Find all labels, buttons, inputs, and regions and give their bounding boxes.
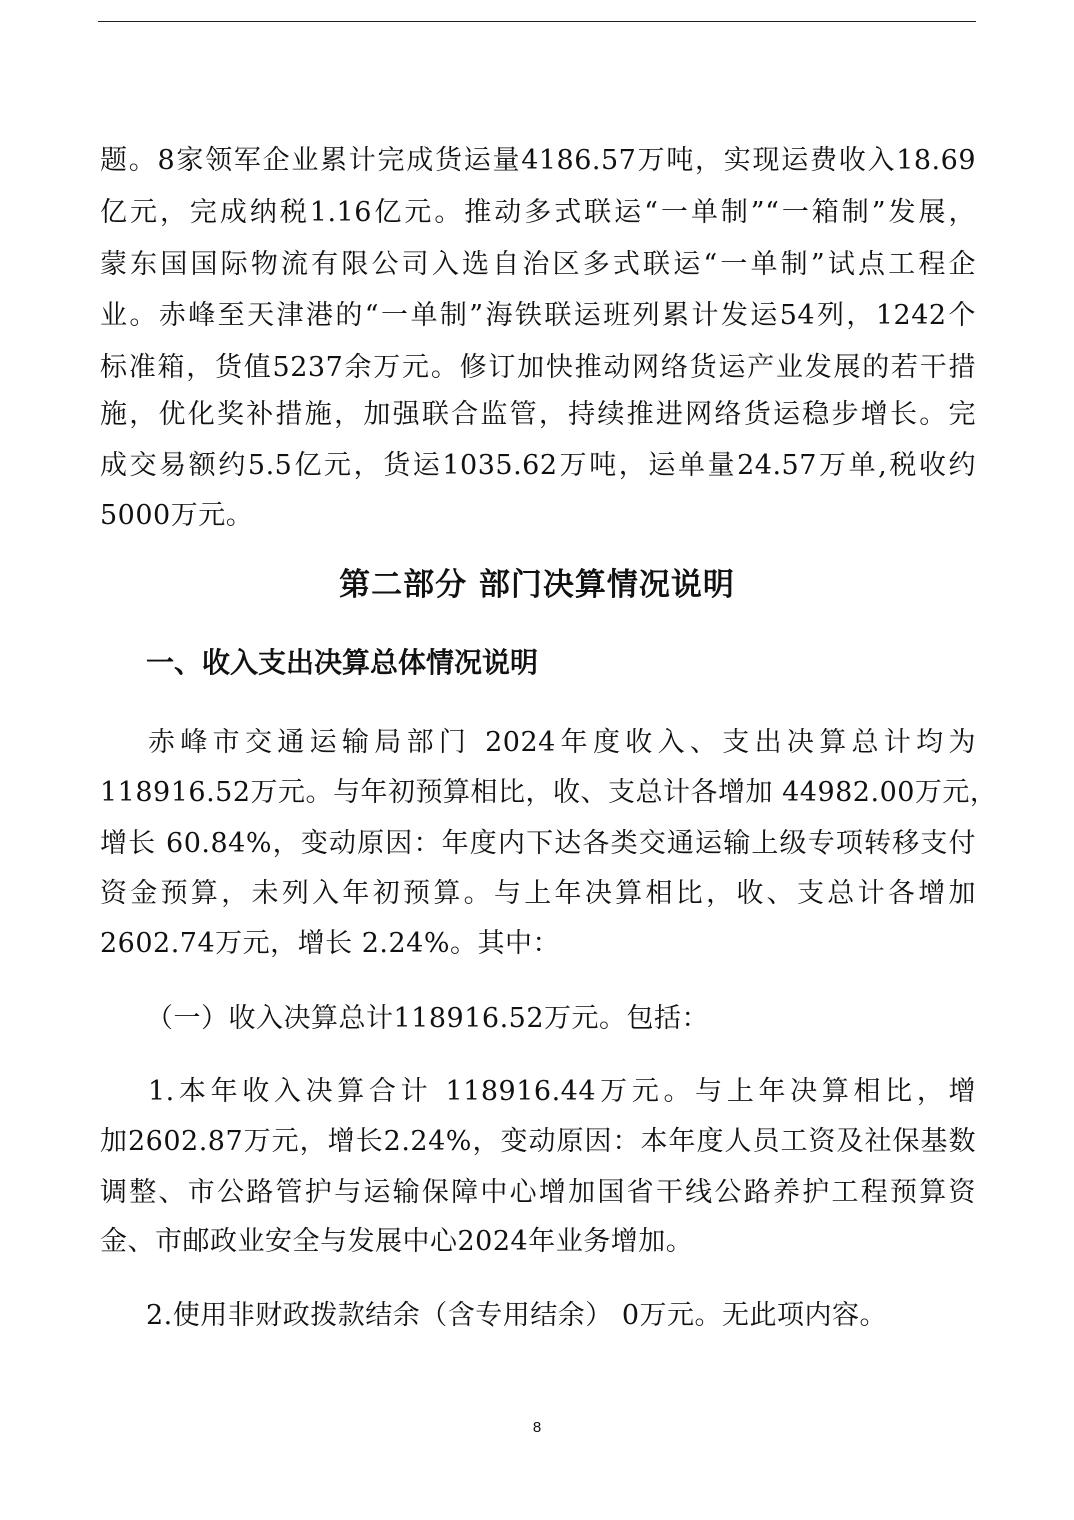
- intro-line-7: 成交易额约5.5亿元，货运1035.62万吨，运单量24.57万单,税收约: [100, 450, 976, 481]
- intro-line-8: 5000万元。: [100, 500, 254, 531]
- section-heading: 一、收入支出决算总体情况说明: [146, 646, 539, 679]
- item1-line-3: 调整、市公路管护与运输保障中心增加国省干线公路养护工程预算资: [100, 1177, 976, 1208]
- intro-line-3: 蒙东国国际物流有限公司入选自治区多式联运“一单制”试点工程企: [100, 249, 976, 280]
- item1-line-2: 加2602.87万元，增长2.24%，变动原因：本年度人员工资及社保基数: [100, 1126, 976, 1157]
- item1-line-4: 金、市邮政业安全与发展中心2024年业务增加。: [100, 1226, 694, 1257]
- overview-line-2: 118916.52万元。与年初预算相比，收、支总计各增加 44982.00万元，: [100, 777, 998, 808]
- intro-line-6: 施，优化奖补措施，加强联合监管，持续推进网络货运稳步增长。完: [100, 399, 976, 430]
- part-title: 第二部分 部门决算情况说明: [339, 567, 735, 603]
- header-rule: [98, 21, 976, 22]
- income-total-heading: （一）收入决算总计118916.52万元。包括：: [146, 1003, 710, 1034]
- overview-line-1: 赤峰市交通运输局部门 2024年度收入、支出决算总计均为: [148, 727, 976, 758]
- item2-line: 2.使用非财政拨款结余（含专用结余） 0万元。无此项内容。: [146, 1300, 888, 1331]
- intro-line-4: 业。赤峰至天津港的“一单制”海铁联运班列累计发运54列，1242个: [100, 300, 976, 331]
- overview-line-3: 增长 60.84%，变动原因：年度内下达各类交通运输上级专项转移支付: [100, 828, 976, 859]
- intro-line-1: 题。8家领军企业累计完成货运量4186.57万吨，实现运费收入18.69: [100, 145, 976, 176]
- overview-line-5: 2602.74万元，增长 2.24%。其中：: [100, 928, 561, 959]
- item1-line-1: 1.本年收入决算合计 118916.44万元。与上年决算相比，增: [148, 1076, 976, 1107]
- intro-line-2: 亿元，完成纳税1.16亿元。推动多式联运“一单制”“一箱制”发展，: [100, 197, 976, 228]
- page-number: 8: [532, 1419, 542, 1436]
- intro-line-5: 标准箱，货值5237余万元。修订加快推动网络货运产业发展的若干措: [100, 352, 976, 383]
- overview-line-4: 资金预算，未列入年初预算。与上年决算相比，收、支总计各增加: [100, 878, 976, 909]
